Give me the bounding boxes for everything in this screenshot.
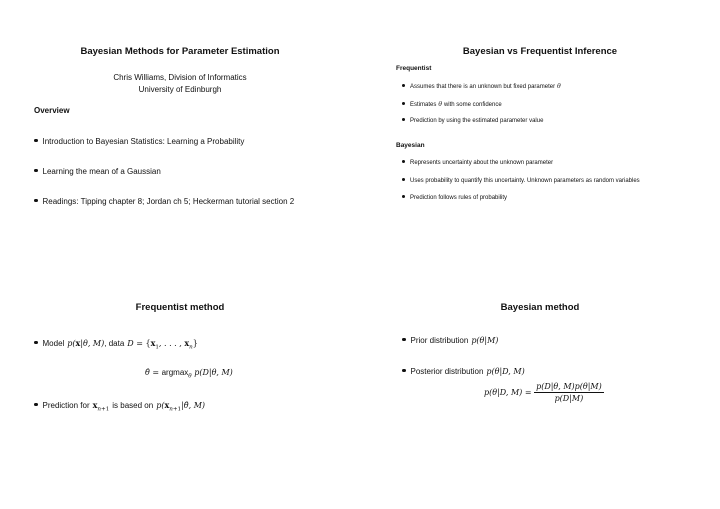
overview-list (0, 0, 360, 254)
slide-title: Bayesian vs Frequentist Inference (462, 46, 618, 57)
theta-symbol: θ (438, 101, 442, 108)
list-item (34, 338, 198, 351)
list-item-text: with some confidence (443, 102, 502, 108)
bayes-rule-equation: p(θ|D, M) = $\frac{p(D|\theta, M)p(\theta|M)}{p(D|M)}$ (484, 382, 602, 403)
slide-frequentist-method (0, 254, 360, 508)
list-item-text: Prior distribution (410, 336, 469, 345)
list-item-text: is based on (112, 401, 154, 410)
slide-bayesian-method (360, 254, 720, 508)
list-item (402, 195, 507, 201)
slide-title: Frequentist method (135, 302, 225, 313)
bullet-icon (402, 195, 405, 198)
bayes-fraction: $\frac{p(D|\theta, M)p(\theta|M)}{p(D|M)}$ (536, 382, 602, 403)
list-item-text: Prediction follows rules of probability (410, 195, 508, 201)
bullet-icon (402, 102, 405, 105)
list-item (402, 160, 553, 166)
argmax-equation: θ̂ = argmax$_\theta$ p(D|θ, M) (145, 368, 233, 380)
posterior-formula: p(θ|D, M) (486, 367, 525, 376)
list-item-text: Prediction by using the estimated parameter value (410, 118, 544, 124)
list-item (402, 83, 561, 90)
author-line: Chris Williams, Division of Informatics (113, 73, 247, 82)
slide-bayesian-methods (0, 0, 360, 254)
list-item-text: Model (42, 339, 65, 348)
list-item (34, 197, 294, 206)
list-item-text: Learning the mean of a Gaussian (42, 167, 161, 176)
bullet-icon (34, 169, 38, 173)
theta-symbol: θ (557, 83, 561, 90)
bullet-icon (402, 118, 405, 121)
data-formula: $D = \{x_1$, . . . , $x_n$} (127, 338, 198, 351)
bullet-icon (402, 160, 405, 163)
section-heading-bayesian: Bayesian (396, 142, 425, 149)
list-item (34, 167, 161, 176)
list-item-text: Estimates (410, 102, 437, 108)
list-item-text: Introduction to Bayesian Statistics: Learning a Probability (42, 137, 245, 146)
bullet-icon (402, 338, 406, 342)
slide-bayesian-vs-frequentist (360, 0, 720, 254)
model-formula: p(x|θ, M) (67, 338, 105, 348)
affiliation-line: University of Edinburgh (138, 85, 222, 94)
bullet-icon (34, 199, 38, 203)
list-item (34, 137, 244, 146)
bullet-icon (34, 403, 38, 407)
list-item (34, 400, 205, 413)
list-item-text: Represents uncertainty about the unknown parameter (410, 160, 554, 166)
slide-title: Bayesian Methods for Parameter Estimation (80, 46, 280, 57)
list-item (402, 101, 502, 108)
overview-heading: Overview (34, 106, 70, 115)
slide-title: Bayesian method (500, 302, 580, 313)
x-next-symbol: $x_{n+1}$ (92, 400, 110, 413)
list-item (402, 118, 543, 124)
section-heading-frequentist: Frequentist (396, 65, 432, 72)
list-item (402, 336, 498, 345)
bullet-icon (402, 178, 405, 181)
list-item-text: Assumes that there is an unknown but fixed parameter (410, 84, 556, 90)
bullet-icon (34, 341, 38, 345)
list-item-text: Uses probability to quantify this uncertainty. Unknown parameters as random variables (410, 178, 640, 184)
argmax-text: argmax (161, 368, 189, 377)
list-item-text: Posterior distribution (410, 367, 484, 376)
prior-formula: p(θ|M) (471, 336, 499, 345)
bullet-icon (402, 369, 406, 373)
list-item-text: Prediction for (42, 401, 90, 410)
list-item (402, 367, 525, 376)
bullet-icon (34, 139, 38, 143)
list-item-text: , data (104, 339, 125, 348)
list-item (402, 178, 640, 184)
list-item-text: Readings: Tipping chapter 8; Jordan ch 5; Heckerman tutorial section 2 (42, 197, 295, 206)
bullet-icon (402, 84, 405, 87)
predictive-formula: $p(x_{n+1}|\thetâ$, M) (156, 400, 206, 413)
